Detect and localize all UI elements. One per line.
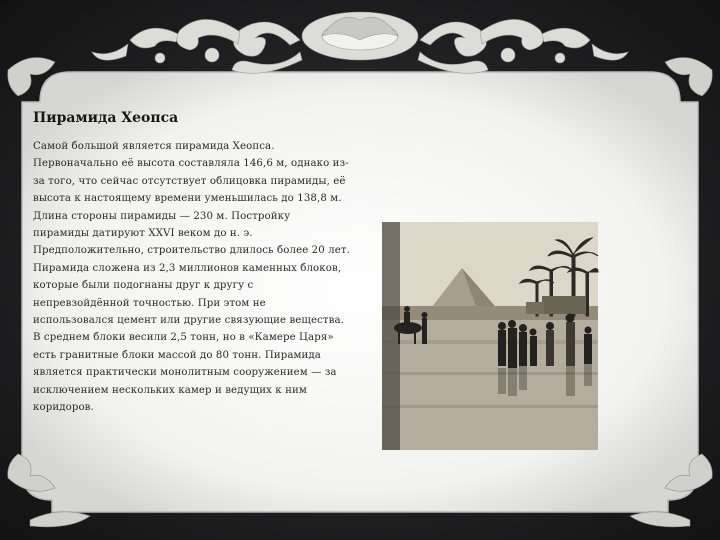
body-line: высота к настоящему времени уменьшилась до 138,8 м. — [33, 193, 342, 205]
pyramid-photo — [382, 222, 598, 450]
body-line: исключением нескольких камер и ведущих к ним — [33, 384, 307, 396]
body-line: Предположительно, строительство длилось более 20 лет. — [33, 245, 350, 257]
slide-title: Пирамида Хеопса — [33, 110, 179, 126]
body-line: которые были подогнаны друг к другу с — [33, 280, 254, 292]
body-line: за того, что сейчас отсутствует облицовка пирамиды, её — [33, 175, 346, 187]
body-line: использовался цемент или другие связующие вещества. — [33, 315, 345, 327]
body-line: коридоров. — [33, 402, 94, 414]
body-line: Первоначально её высота составляла 146,6 м, однако из- — [33, 158, 349, 170]
body-line: Самой большой является пирамида Хеопса. — [33, 141, 275, 152]
body-line: пирамиды датируют XXVI веком до н. э. — [33, 228, 253, 240]
slide-body-text — [33, 138, 353, 417]
body-line: Пирамида сложена из 2,3 миллионов каменных блоков, — [33, 262, 342, 274]
body-line: непревзойдённой точностью. При этом не — [33, 297, 266, 309]
body-line: есть гранитные блоки массой до 80 тонн. Пирамида — [33, 349, 321, 361]
top-ornament-icon — [92, 12, 628, 73]
body-line: Длина стороны пирамиды — 230 м. Постройку — [33, 210, 291, 222]
body-line: В среднем блоки весили 2,5 тонн, но в «Камере Царя» — [33, 332, 334, 344]
body-line: является практически монолитным сооружением — за — [33, 367, 337, 379]
